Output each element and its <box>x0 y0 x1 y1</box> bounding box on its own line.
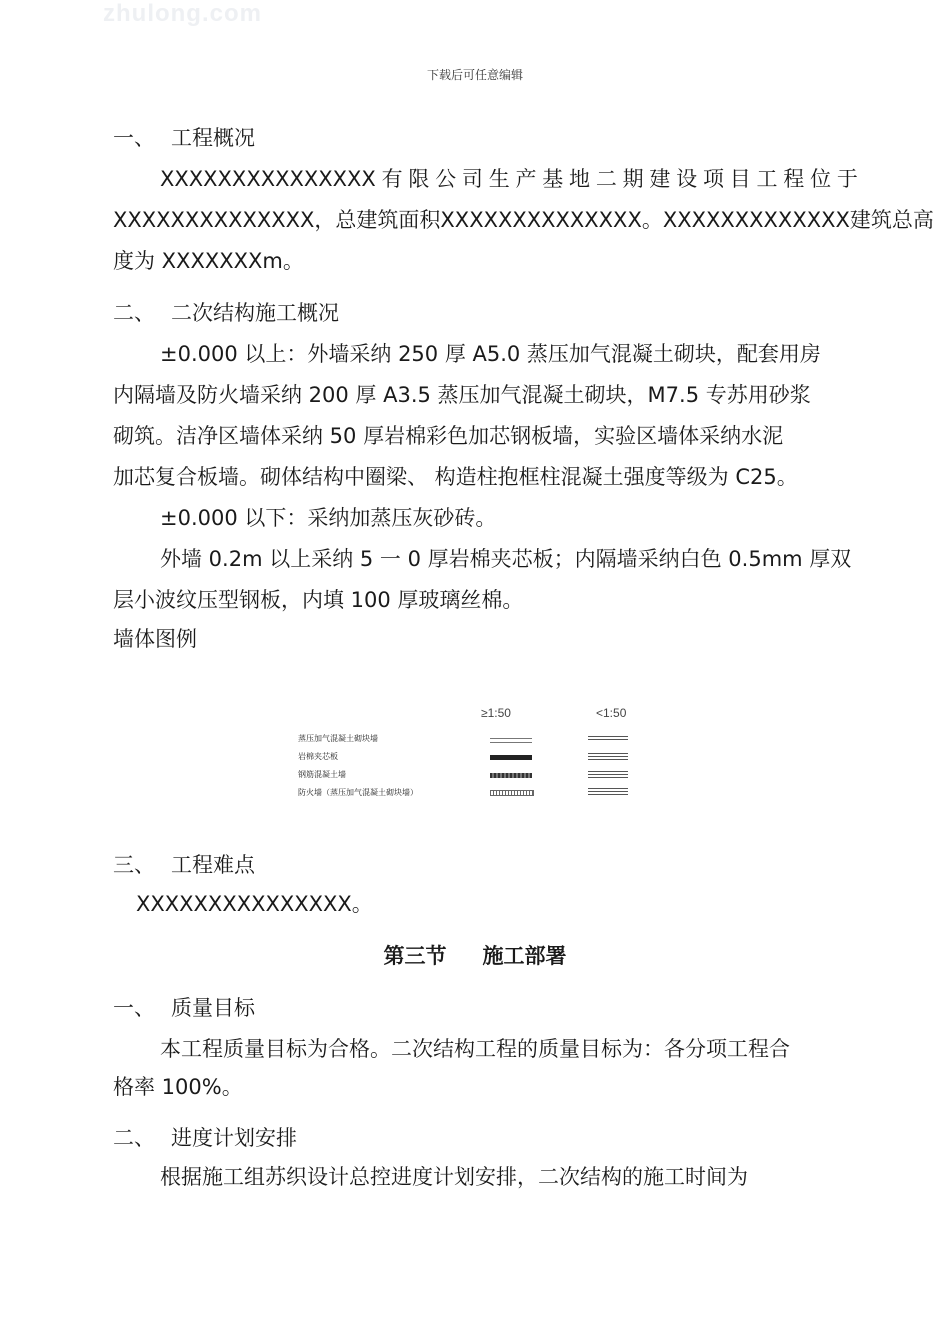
legend-hatch-small <box>588 788 628 797</box>
text-run: 生 <box>488 167 510 191</box>
heading-number: 二、 <box>113 1126 155 1150</box>
legend-label: 防火墙（蒸压加气混凝土砌块墙） <box>298 788 418 797</box>
wall-legend-figure <box>298 706 658 806</box>
paragraph-line: ±0.000 以下：采纳加蒸压灰砂砖。 <box>160 506 497 530</box>
heading-number: 一、 <box>113 996 155 1020</box>
paragraph-line <box>113 206 934 234</box>
paragraph-line: 内隔墙及防火墙采纳 200 厚 A3.5 蒸压加气混凝土砌块，M7.5 专苏用砂浆 <box>113 383 811 407</box>
text-run: 地 <box>569 167 591 191</box>
paragraph-line: 加芯复合板墙。砌体结构中圈梁、 构造柱抱框柱混凝土强度等级为 C25。 <box>113 465 798 489</box>
legend-swatch <box>490 755 532 760</box>
text-run: 设 <box>676 167 698 191</box>
legend-caption: 墙体图例 <box>113 627 197 651</box>
legend-label: 钢筋混凝土墙 <box>298 770 346 779</box>
heading-title: 二次结构施工概况 <box>171 301 339 325</box>
heading-overview <box>113 124 255 152</box>
text-run: 目 <box>729 167 751 191</box>
text-run: 限 <box>408 167 430 191</box>
legend-swatch <box>490 790 534 796</box>
paragraph-line: 格率 100%。 <box>113 1075 243 1099</box>
paragraph-line: 本工程质量目标为合格。二次结构工程的质量目标为：各分项工程合 <box>160 1037 790 1061</box>
heading-secondary-structure <box>113 299 339 327</box>
text-run: 总建筑面积 <box>335 208 441 232</box>
text-run: 工 <box>756 167 778 191</box>
heading-title: 进度计划安排 <box>171 1126 297 1150</box>
paragraph-line <box>160 165 858 193</box>
heading-schedule <box>113 1124 297 1152</box>
legend-hatch-small <box>588 736 628 742</box>
text-run: 二 <box>595 167 617 191</box>
legend-hatch-small <box>588 771 628 780</box>
paragraph-line: 外墙 0.2m 以上采纳 5 一 0 厚岩棉夹芯板；内隔墙采纳白色 0.5mm 厚双 <box>160 547 852 571</box>
paragraph-line: XXXXXXXXXXXXXXX。 <box>136 892 373 916</box>
heading-number: 一、 <box>113 126 155 150</box>
paragraph-line: ±0.000 以上：外墙采纳 250 厚 A5.0 蒸压加气混凝土砌块，配套用房 <box>160 342 821 366</box>
header-note: 下载后可任意编辑 <box>426 68 523 82</box>
legend-label: 蒸压加气混凝土砌块墙 <box>298 734 378 743</box>
text-run: 位 <box>810 167 832 191</box>
legend-hatch-small <box>588 753 628 762</box>
text-run: 程 <box>783 167 805 191</box>
text-run: 于 <box>836 167 858 191</box>
section-name: 施工部署 <box>482 944 567 968</box>
text-run: 司 <box>461 167 483 191</box>
heading-title: 工程难点 <box>171 853 255 877</box>
text-run: 建 <box>649 167 671 191</box>
legend-swatch <box>490 738 532 743</box>
heading-title: 质量目标 <box>171 996 255 1020</box>
heading-quality-target <box>113 994 255 1022</box>
text-run: XXXXXXXXXXXXXXX <box>160 167 376 191</box>
text-run: 基 <box>542 167 564 191</box>
text-run: 期 <box>622 167 644 191</box>
heading-number: 二、 <box>113 301 155 325</box>
text-run: XXXXXXXXXXXXXX， <box>113 208 336 232</box>
section-number: 第三节 <box>383 944 447 968</box>
heading-title: 工程概况 <box>171 126 255 150</box>
scale-label-small: <1:50 <box>596 706 627 720</box>
text-run: 产 <box>515 167 537 191</box>
text-run: 有 <box>381 167 403 191</box>
heading-number: 三、 <box>113 853 155 877</box>
text-run: 公 <box>435 167 457 191</box>
legend-label: 岩棉夹芯板 <box>298 752 338 761</box>
text-run: 项 <box>702 167 724 191</box>
paragraph-line: 砌筑。洁净区墙体采纳 50 厚岩棉彩色加芯钢板墙，实验区墙体采纳水泥 <box>113 424 784 448</box>
paragraph-line: 层小波纹压型钢板，内填 100 厚玻璃丝棉。 <box>113 588 524 612</box>
paragraph-line: 根据施工组苏织设计总控进度计划安排，二次结构的施工时间为 <box>160 1165 748 1189</box>
text-run: 建筑总高 <box>849 208 934 232</box>
watermark: zhulong.com <box>103 0 262 27</box>
legend-swatch <box>490 773 532 778</box>
text-run: XXXXXXXXXXXXX <box>662 208 850 232</box>
heading-difficulties <box>113 851 255 879</box>
section-title <box>0 942 950 970</box>
scale-label-large: ≥1:50 <box>481 706 511 720</box>
paragraph-line: 度为 XXXXXXXm。 <box>113 249 304 273</box>
text-run: XXXXXXXXXXXXXX。 <box>440 208 663 232</box>
